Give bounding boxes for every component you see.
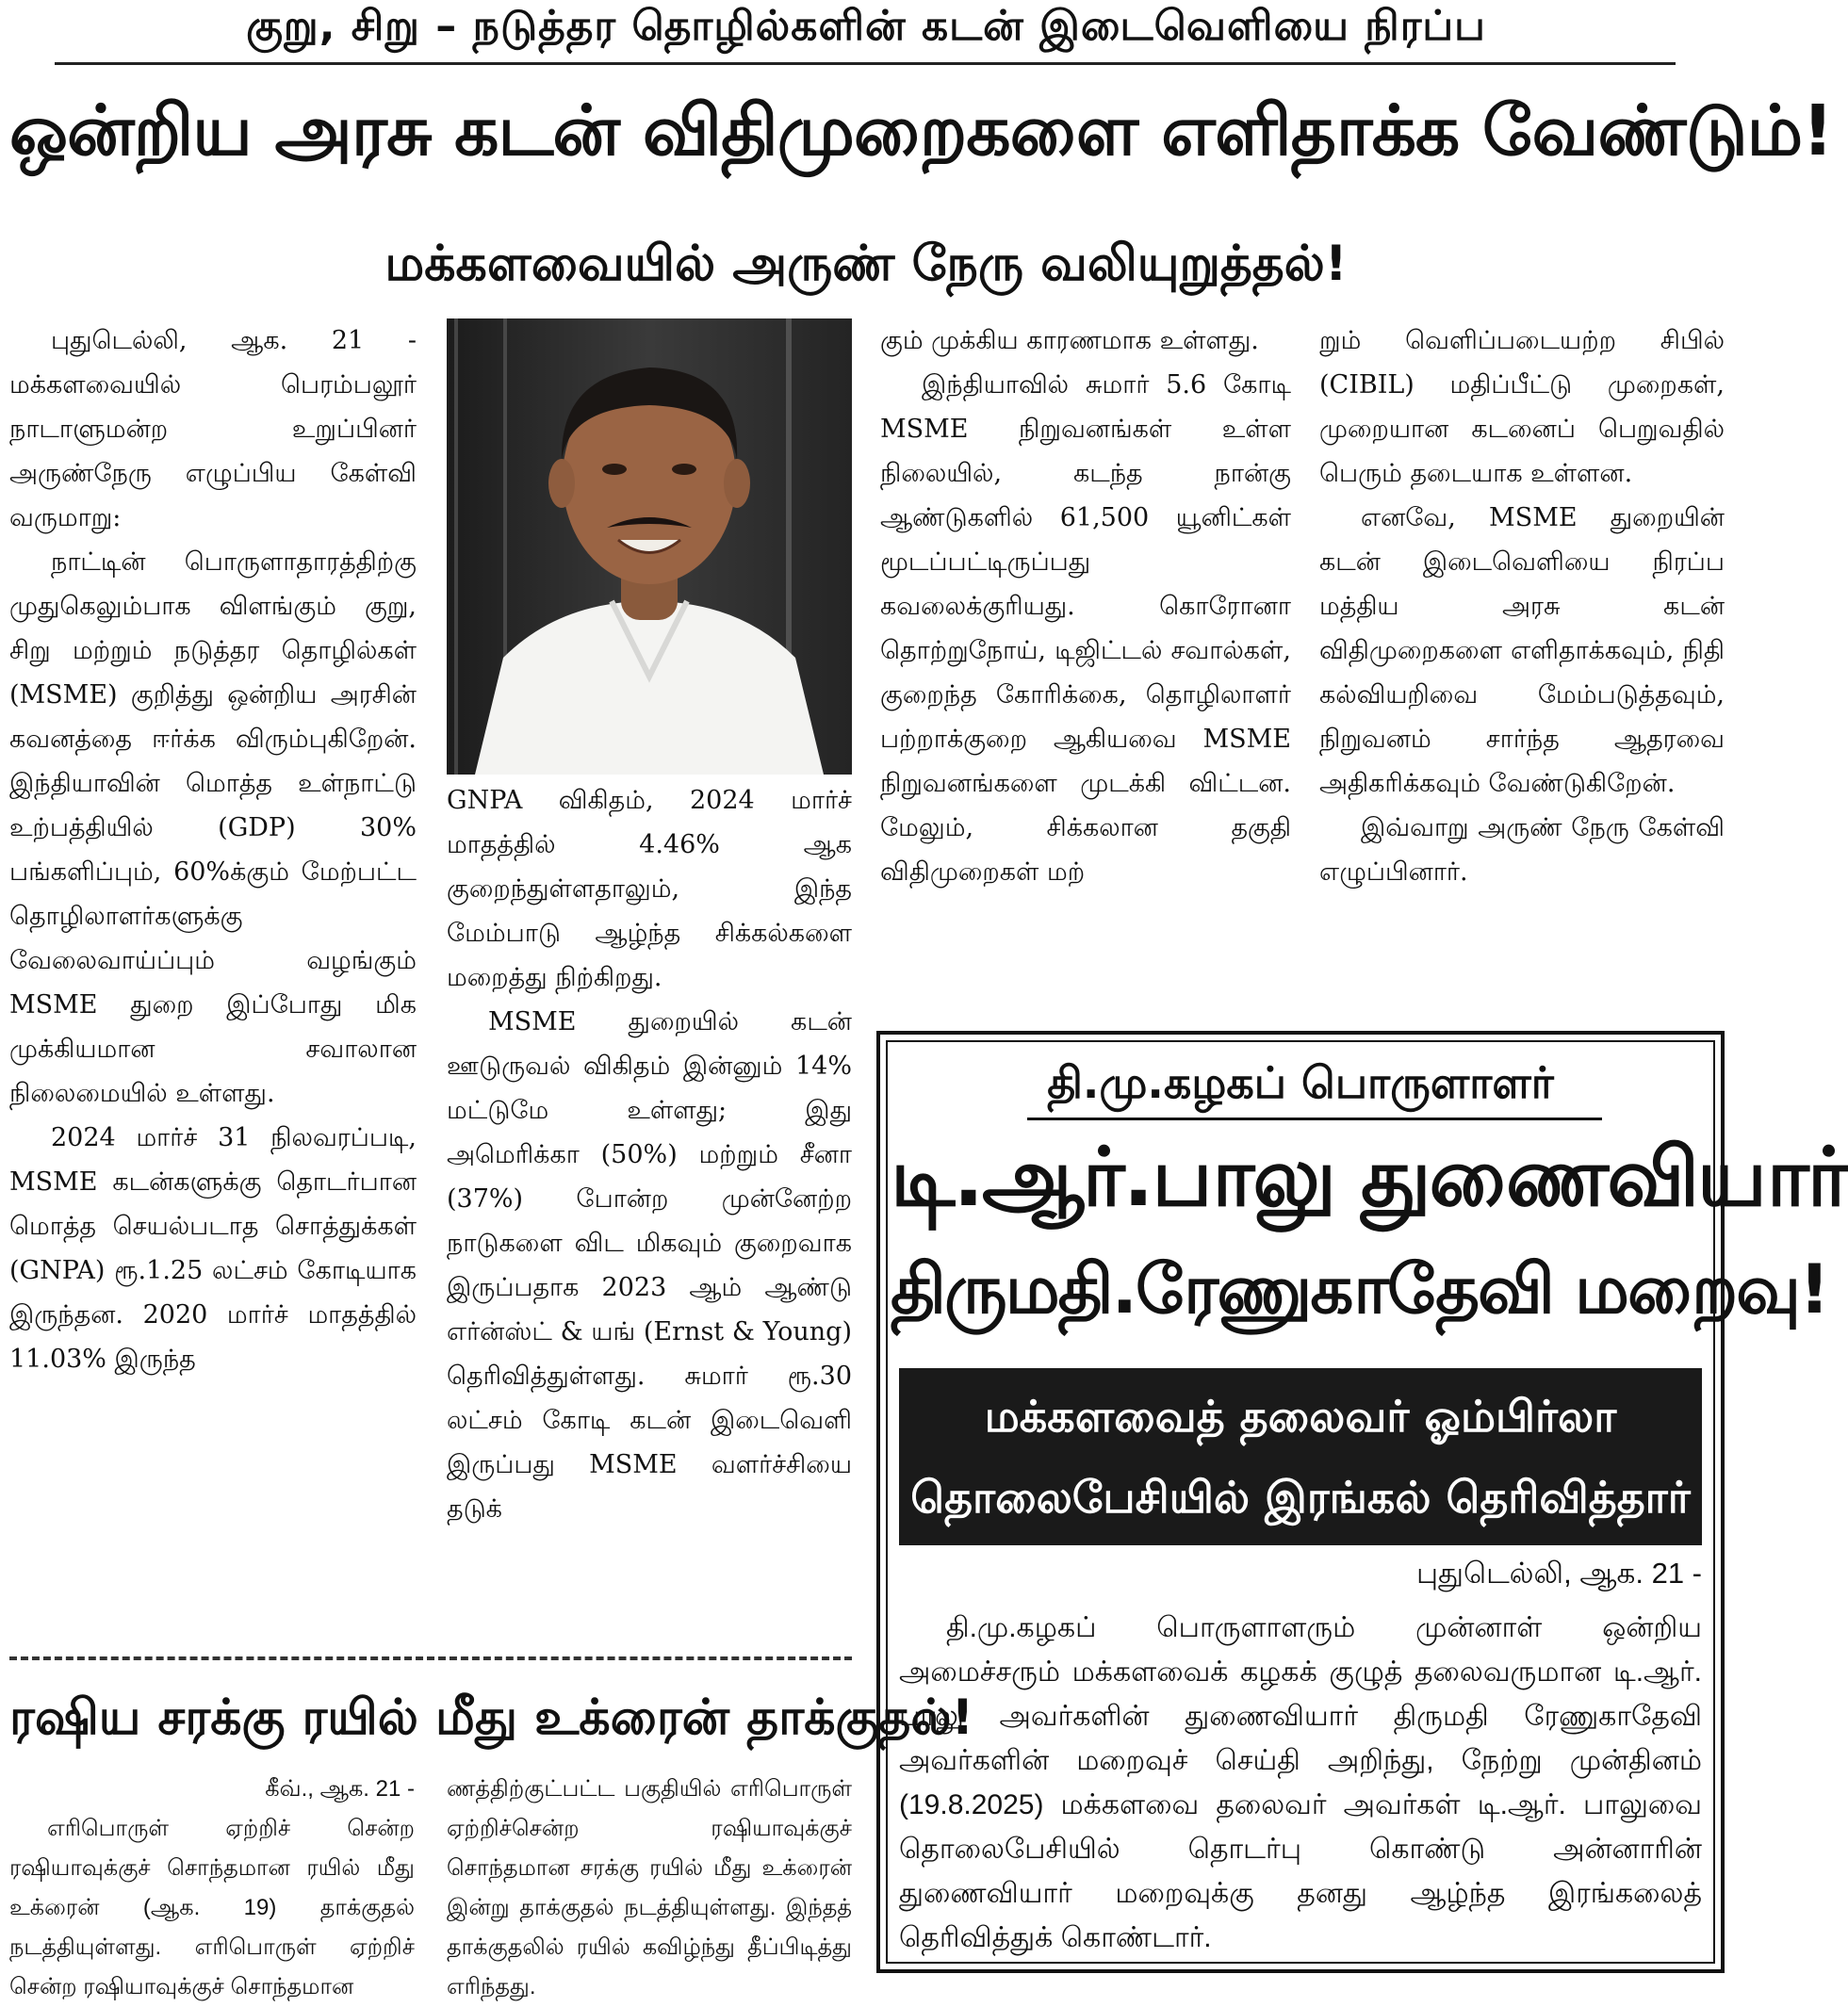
sub-headline: மக்களவையில் அருண் நேரு வலியுறுத்தல்!	[384, 236, 1348, 292]
main-story-column-2	[447, 778, 852, 1656]
main-story-column-1	[9, 318, 417, 1656]
portrait-photo	[447, 318, 852, 775]
obituary-paragraph: தி.மு.கழகப் பொருளாளரும் முன்னாள் ஒன்றிய அமைச்சரும் மக்களவைக் கழகக் குழுத் தலைவருமான டி.ஆர். பாலு அவர்களின் துணைவியார் திருமதி ரேணுகாதேவி அவர்களின் மறைவுச் செய்தி அறிந்து, நேற்று முன்தினம் (19.8.2025) மக்களவை தலைவர் அவர்கள் டி.ஆர். பாலுவை தொலைபேசியில் தொடர்பு கொண்டு அன்னாரின் துணைவியார் மறைவுக்கு தனது ஆழ்ந்த இரங்கலைத் தெரிவித்துக் கொண்டார்.	[899, 1612, 1702, 1953]
obituary-body	[899, 1606, 1702, 1964]
story2-dateline: கீவ்., ஆக. 21 -	[265, 1776, 415, 1802]
obituary-kicker: தி.மு.கழகப் பொருளாளர்	[1047, 1057, 1554, 1108]
main-story-paragraph: GNPA விகிதம், 2024 மார்ச் மாதத்தில் 4.46% ஆக குறைந்துள்ளதாலும், இந்த மேம்பாடு ஆழ்ந்த சிக்கல்களை மறைத்து நிற்கிறது.	[447, 786, 852, 992]
obituary-band-line-2: தொலைபேசியில் இரங்கல் தெரிவித்தார்	[910, 1472, 1691, 1523]
main-story-paragraph: புதுடெல்லி, ஆக. 21 - மக்களவையில் பெரம்பலூர் நாடாளுமன்ற உறுப்பினர் அருண்நேரு எழுப்பிய கேள்வி வருமாறு:	[9, 326, 417, 532]
portrait-illustration	[447, 318, 852, 775]
main-story-paragraph: நாட்டின் பொருளாதாரத்திற்கு முதுகெலும்பாக விளங்கும் குறு, சிறு மற்றும் நடுத்தர தொழில்கள் (MSME) குறித்து ஒன்றிய அரசின் கவனத்தை ஈர்க்க விரும்புகிறேன். இந்தியாவின் மொத்த உள்நாட்டு உற்பத்தியில் (GDP) 30% பங்களிப்பும், 60%க்கும் மேற்பட்ட தொழிலாளர்களுக்கு வேலைவாய்ப்பும் வழங்கும் MSME துறை இப்போது மிக முக்கியமான சவாலான நிலைமையில் உள்ளது.	[9, 547, 417, 1108]
main-story-paragraph: இவ்வாறு அருண் நேரு கேள்வி எழுப்பினார்.	[1319, 813, 1725, 887]
main-story-paragraph: இந்தியாவில் சுமார் 5.6 கோடி MSME நிறுவனங்கள் உள்ள நிலையில், கடந்த நான்கு ஆண்டுகளில் 61,500 யூனிட்கள் மூடப்பட்டிருப்பது கவலைக்குரியது. கொரோனா தொற்றுநோய், டிஜிட்டல் சவால்கள், குறைந்த கோரிக்கை, தொழிலாளர் பற்றாக்குறை ஆகியவை MSME நிறுவனங்களை முடக்கி விட்டன. மேலும், சிக்கலான தகுதி விதிமுறைகள் மற்	[880, 370, 1291, 887]
dashed-divider	[9, 1656, 852, 1660]
main-story-column-3	[880, 318, 1291, 1018]
obituary-kicker-underline	[1027, 1118, 1602, 1120]
main-story-paragraph: 2024 மார்ச் 31 நிலவரப்படி, MSME கடன்களுக்கு தொடர்பான மொத்த செயல்படாத சொத்துக்கள் (GNPA) ரூ.1.25 லட்சம் கோடியாக இருந்தன. 2020 மார்ச் மாதத்தில் 11.03% இருந்த	[9, 1123, 417, 1374]
main-headline: ஒன்றிய அரசு கடன் விதிமுறைகளை எளிதாக்க வேண்டும்!	[9, 90, 1833, 171]
obituary-dateline: புதுடெல்லி, ஆக. 21 -	[1416, 1557, 1702, 1590]
main-story-column-4	[1319, 318, 1725, 1018]
obituary-headline-line-2: திருமதி.ரேணுகாதேவி மறைவு!	[891, 1249, 1828, 1329]
story2-paragraph: ணத்திற்குட்பட்ட பகுதியில் எரிபொருள் ஏற்றிச்சென்ற ரஷியாவுக்குச் சொந்தமான சரக்கு ரயில் மீது உக்ரைன் இன்று தாக்குதல் நடத்தியுள்ளது. இந்தத் தாக்குதலில் ரயில் கவிழ்ந்து தீப்பிடித்து எரிந்தது.	[447, 1776, 852, 1999]
main-story-paragraph: எனவே, MSME துறையின் கடன் இடைவெளியை நிரப்ப மத்திய அரசு கடன் விதிமுறைகளை எளிதாக்கவும், நிதி கல்வியறிவை மேம்படுத்தவும், நிறுவனம் சார்ந்த ஆதரவை அதிகரிக்கவும் வேண்டுகிறேன்.	[1319, 503, 1725, 798]
obituary-headline-line-1: டி.ஆர்.பாலு துணைவியார்	[891, 1131, 1848, 1225]
main-story-paragraph: றும் வெளிப்படையற்ற சிபில் (CIBIL) மதிப்பீட்டு முறைகள், முறையான கடனைப் பெறுவதில் பெரும் தடையாக உள்ளன.	[1319, 326, 1725, 488]
story2-headline: ரஷிய சரக்கு ரயில் மீது உக்ரைன் தாக்குதல்!	[9, 1689, 974, 1746]
kicker-line: குறு, சிறு – நடுத்தர தொழில்களின் கடன் இடைவெளியை நிரப்ப	[246, 2, 1486, 50]
story2-paragraph: எரிபொருள் ஏற்றிச் சென்ற ரஷியாவுக்குச் சொந்தமான ரயில் மீது உக்ரைன் (ஆக. 19) தாக்குதல் நடத்தியுள்ளது. எரிபொருள் ஏற்றிச் சென்ற ரஷியாவுக்குச் சொந்தமான	[9, 1816, 415, 1999]
story2-column-2	[447, 1770, 852, 1999]
kicker-underline	[55, 62, 1676, 65]
obituary-band-line-1: மக்களவைத் தலைவர் ஓம்பிர்லா	[984, 1391, 1617, 1442]
main-story-paragraph: MSME துறையில் கடன் ஊடுருவல் விகிதம் இன்னும் 14% மட்டுமே உள்ளது; இது அமெரிக்கா (50%) மற்றும் சீனா (37%) போன்ற முன்னேற்ற நாடுகளை விட மிகவும் குறைவாக இருப்பதாக 2023 ஆம் ஆண்டு எர்ன்ஸ்ட் & யங் (Ernst & Young) தெரிவித்துள்ளது. சுமார் ரூ.30 லட்சம் கோடி கடன் இடைவெளி இருப்பது MSME வளர்ச்சியை தடுக்	[447, 1007, 852, 1524]
story2-column-1	[9, 1770, 415, 1999]
main-story-paragraph: கும் முக்கிய காரணமாக உள்ளது.	[880, 326, 1259, 355]
